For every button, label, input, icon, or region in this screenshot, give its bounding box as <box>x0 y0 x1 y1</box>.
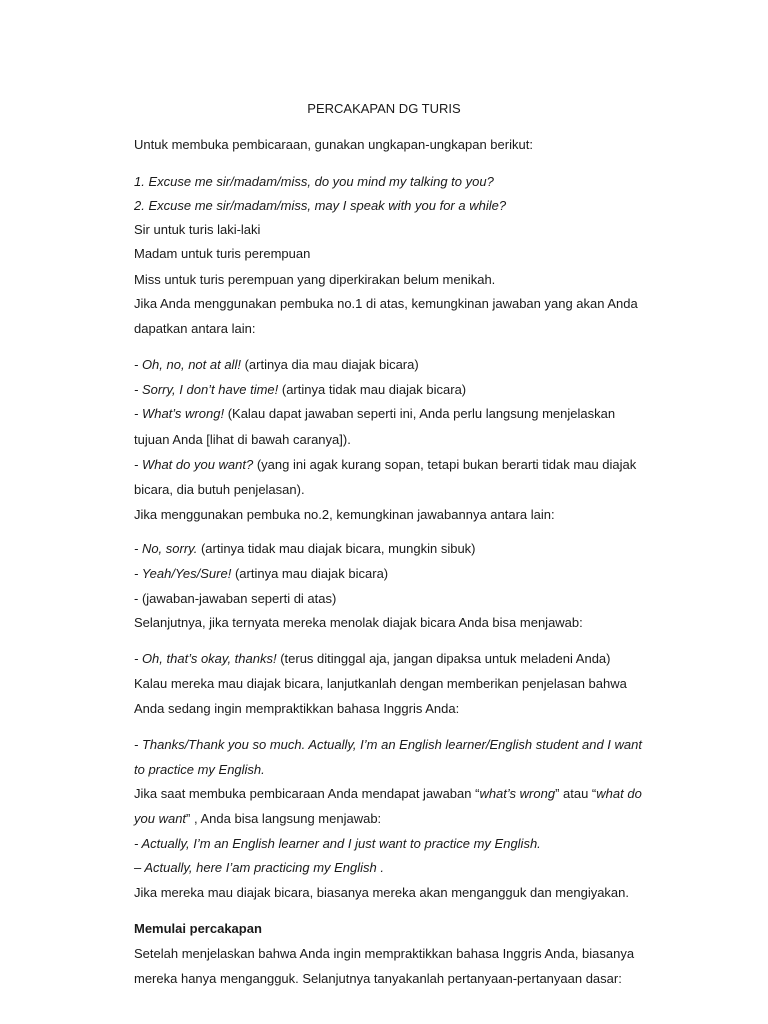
text-line <box>134 482 305 498</box>
text-line <box>134 946 634 962</box>
text-span: (artinya tidak mau diajak bicara, mungkin sibuk) <box>197 541 476 556</box>
text-span: - (jawaban-jawaban seperti di atas) <box>134 591 337 606</box>
text-line <box>134 272 495 288</box>
text-line <box>134 836 541 852</box>
italic-phrase: what’s wrong <box>479 786 556 801</box>
text-span: mereka hanya mengangguk. Selanjutnya tanyakanlah pertanyaan-pertanyaan dasar: <box>134 971 622 986</box>
italic-phrase: - Yeah/Yes/Sure! <box>134 566 232 581</box>
page-title: PERCAKAPAN DG TURIS <box>307 101 461 116</box>
text-span: (yang ini agak kurang sopan, tetapi bukan berarti tidak mau diajak <box>253 457 637 472</box>
text-span: (artinya mau diajak bicara) <box>231 566 389 581</box>
text-span: ” atau “ <box>555 786 597 801</box>
text-line <box>134 591 336 607</box>
text-span: Jika saat membuka pembicaraan Anda mendapat jawaban “ <box>134 786 480 801</box>
text-line <box>134 222 260 238</box>
text-line <box>134 615 583 631</box>
text-span: (terus ditinggal aja, jangan dipaksa untuk meladeni Anda) <box>276 651 611 666</box>
text-span: (artinya dia mau diajak bicara) <box>240 357 419 372</box>
text-span: Jika menggunakan pembuka no.2, kemungkinan jawabannya antara lain: <box>134 507 555 522</box>
text-span: Madam untuk turis perempuan <box>134 246 311 261</box>
text-line <box>134 566 388 582</box>
text-line <box>134 651 610 667</box>
text-line <box>134 860 384 876</box>
text-line <box>134 406 615 422</box>
text-span: Miss untuk turis perempuan yang diperkirakan belum menikah. <box>134 272 496 287</box>
text-line <box>134 382 466 398</box>
text-span: Untuk membuka pembicaraan, gunakan ungkapan-ungkapan berikut: <box>134 137 533 152</box>
italic-phrase: - Actually, I’m an English learner and I just want to practice my English. <box>134 836 541 851</box>
italic-phrase: - What’s wrong! <box>134 406 225 421</box>
text-line <box>134 811 381 827</box>
text-line <box>134 432 351 448</box>
italic-phrase: - Oh, no, not at all! <box>134 357 241 372</box>
italic-phrase: to practice my English. <box>134 762 265 777</box>
text-span: bicara, dia butuh penjelasan). <box>134 482 305 497</box>
text-line <box>134 137 533 153</box>
text-span: Memulai percakapan <box>134 921 262 936</box>
text-line <box>134 762 265 778</box>
text-span: Anda sedang ingin mempraktikkan bahasa Inggris Anda: <box>134 701 460 716</box>
text-line <box>134 971 622 987</box>
italic-phrase: what do <box>596 786 642 801</box>
italic-phrase: - No, sorry. <box>134 541 198 556</box>
italic-phrase: – Actually, here I’am practicing my English . <box>134 860 384 875</box>
text-line <box>134 507 555 523</box>
text-span: dapatkan antara lain: <box>134 321 256 336</box>
text-span: Jika Anda menggunakan pembuka no.1 di atas, kemungkinan jawaban yang akan Anda <box>134 296 638 311</box>
text-line <box>134 786 642 802</box>
italic-phrase: - Oh, that’s okay, thanks! <box>134 651 277 666</box>
italic-phrase: - Sorry, I don’t have time! <box>134 382 279 397</box>
text-span: (Kalau dapat jawaban seperti ini, Anda perlu langsung menjelaskan <box>224 406 616 421</box>
text-line <box>134 676 627 692</box>
italic-phrase: 2. Excuse me sir/madam/miss, may I speak with you for a while? <box>134 198 507 213</box>
italic-phrase: - What do you want? <box>134 457 254 472</box>
text-line <box>134 357 419 373</box>
text-line <box>134 198 506 214</box>
text-span: Sir untuk turis laki-laki <box>134 222 261 237</box>
text-span: Kalau mereka mau diajak bicara, lanjutkanlah dengan memberikan penjelasan bahwa <box>134 676 627 691</box>
text-span: Jika mereka mau diajak bicara, biasanya mereka akan mengangguk dan mengiyakan. <box>134 885 630 900</box>
section-heading <box>134 921 262 937</box>
text-span: ” , Anda bisa langsung menjawab: <box>186 811 382 826</box>
text-span: Selanjutnya, jika ternyata mereka menolak diajak bicara Anda bisa menjawab: <box>134 615 583 630</box>
text-line <box>134 701 459 717</box>
text-line <box>134 541 476 557</box>
text-line <box>134 885 629 901</box>
text-span: tujuan Anda [lihat di bawah caranya]). <box>134 432 351 447</box>
italic-phrase: - Thanks/Thank you so much. Actually, I’m an English learner/English student and I want <box>134 737 642 752</box>
text-line <box>134 737 642 753</box>
text-span: Setelah menjelaskan bahwa Anda ingin mempraktikkan bahasa Inggris Anda, biasanya <box>134 946 635 961</box>
text-line <box>134 321 255 337</box>
text-line <box>134 457 636 473</box>
italic-phrase: 1. Excuse me sir/madam/miss, do you mind my talking to you? <box>134 174 494 189</box>
text-line <box>134 174 494 190</box>
text-line <box>134 296 638 312</box>
text-span: (artinya tidak mau diajak bicara) <box>278 382 467 397</box>
text-line <box>134 246 310 262</box>
italic-phrase: you want <box>134 811 187 826</box>
